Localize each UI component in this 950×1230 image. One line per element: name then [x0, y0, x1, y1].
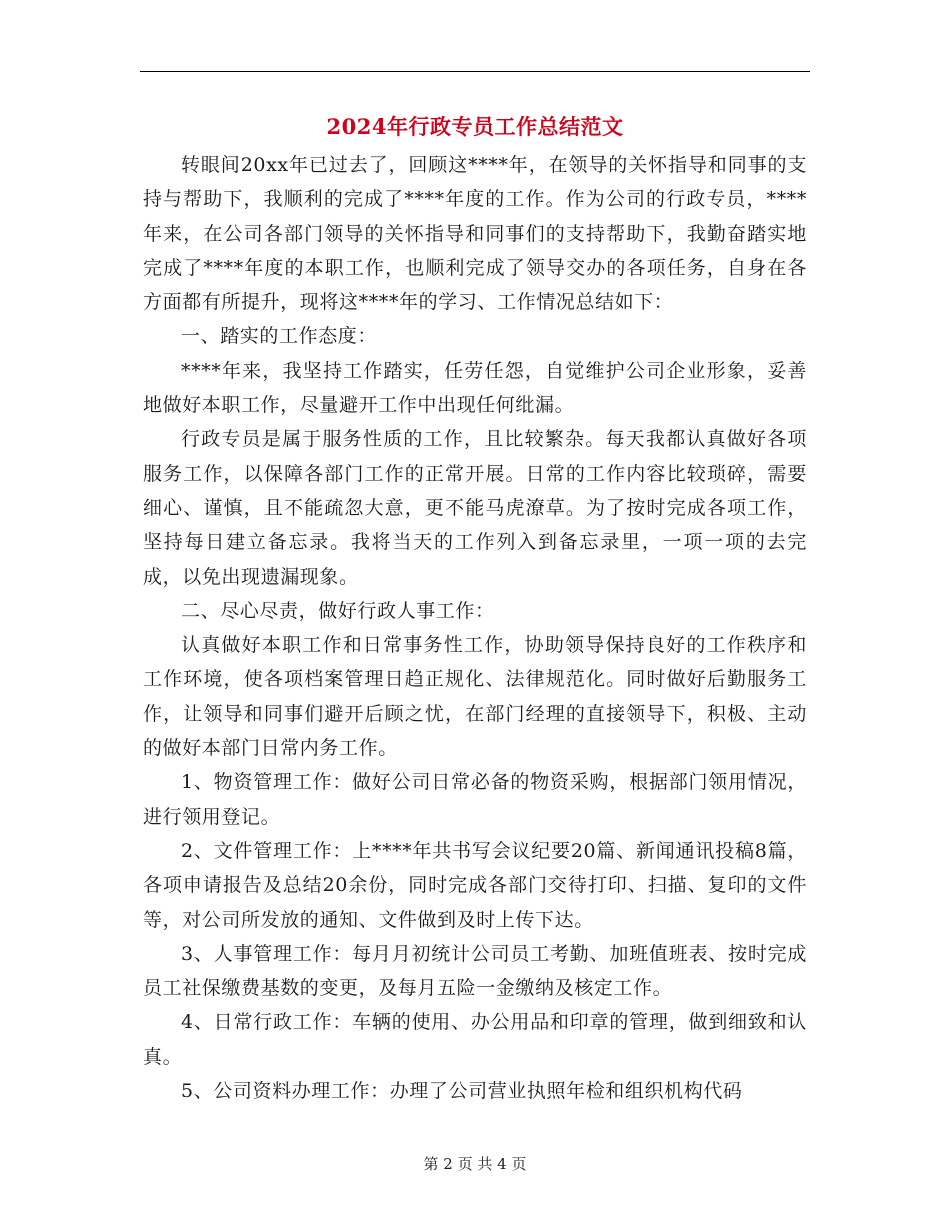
- list-item: 2、文件管理工作：上****年共书写会议纪要20篇、新闻通讯投稿8篇，各项申请报告及总结20余份，同时完成各部门交待打印、扫描、复印的文件等，对公司所发放的通知、文件做到及时上传下达。: [143, 839, 807, 931]
- list-item: 5、公司资料办理工作：办理了公司营业执照年检和组织机构代码: [181, 1080, 743, 1103]
- paragraph: 行政专员是属于服务性质的工作，且比较繁杂。每天我都认真做好各项服务工作，以保障各部门工作的正常开展。日常的工作内容比较琐碎，需要细心、谨慎，且不能疏忽大意，更不能马虎潦草。为了按时完成各项工作，坚持每日建立备忘录。我将当天的工作列入到备忘录里，一项一项的去完成，以免出现遗漏现象。: [143, 428, 807, 588]
- section-heading-1: 一、踏实的工作态度：: [181, 325, 378, 348]
- paragraph: ****年来，我坚持工作踏实，任劳任怨，自觉维护公司企业形象，妥善地做好本职工作，尽量避开工作中出现任何纰漏。: [143, 359, 807, 417]
- list-item: 3、人事管理工作：每月月初统计公司员工考勤、加班值班表、按时完成员工社保缴费基数的变更，及每月五险一金缴纳及核定工作。: [143, 942, 807, 1000]
- paragraph: 认真做好本职工作和日常事务性工作，协助领导保持良好的工作秩序和工作环境，使各项档案管理日趋正规化、法律规范化。同时做好后勤服务工作，让领导和同事们避开后顾之忧，在部门经理的直接领导下，积极、主动的做好本部门日常内务工作。: [143, 634, 807, 760]
- header-rule: [140, 71, 810, 72]
- page-footer: [0, 1153, 950, 1174]
- list-item: 1、物资管理工作：做好公司日常必备的物资采购，根据部门领用情况，进行领用登记。: [143, 771, 807, 828]
- document-title: 2024年行政专员工作总结范文: [326, 114, 624, 139]
- page-number: 第 2 页 共 4 页: [423, 1155, 527, 1173]
- document-body: [143, 148, 807, 1108]
- list-item: 4、日常行政工作：车辆的使用、办公用品和印章的管理，做到细致和认真。: [143, 1011, 807, 1068]
- section-heading-2: 二、尽心尽责，做好行政人事工作：: [181, 599, 495, 622]
- paragraph-intro: 转眼间20xx年已过去了，回顾这****年，在领导的关怀指导和同事的支持与帮助下，我顺利的完成了****年度的工作。作为公司的行政专员，****年来，在公司各部门领导的关怀指导和同事们的支持帮助下，我勤奋踏实地完成了****年度的本职工作，也顺利完成了领导交办的各项任务，自身在各方面都有所提升，现将这****年的学习、工作情况总结如下：: [143, 154, 807, 314]
